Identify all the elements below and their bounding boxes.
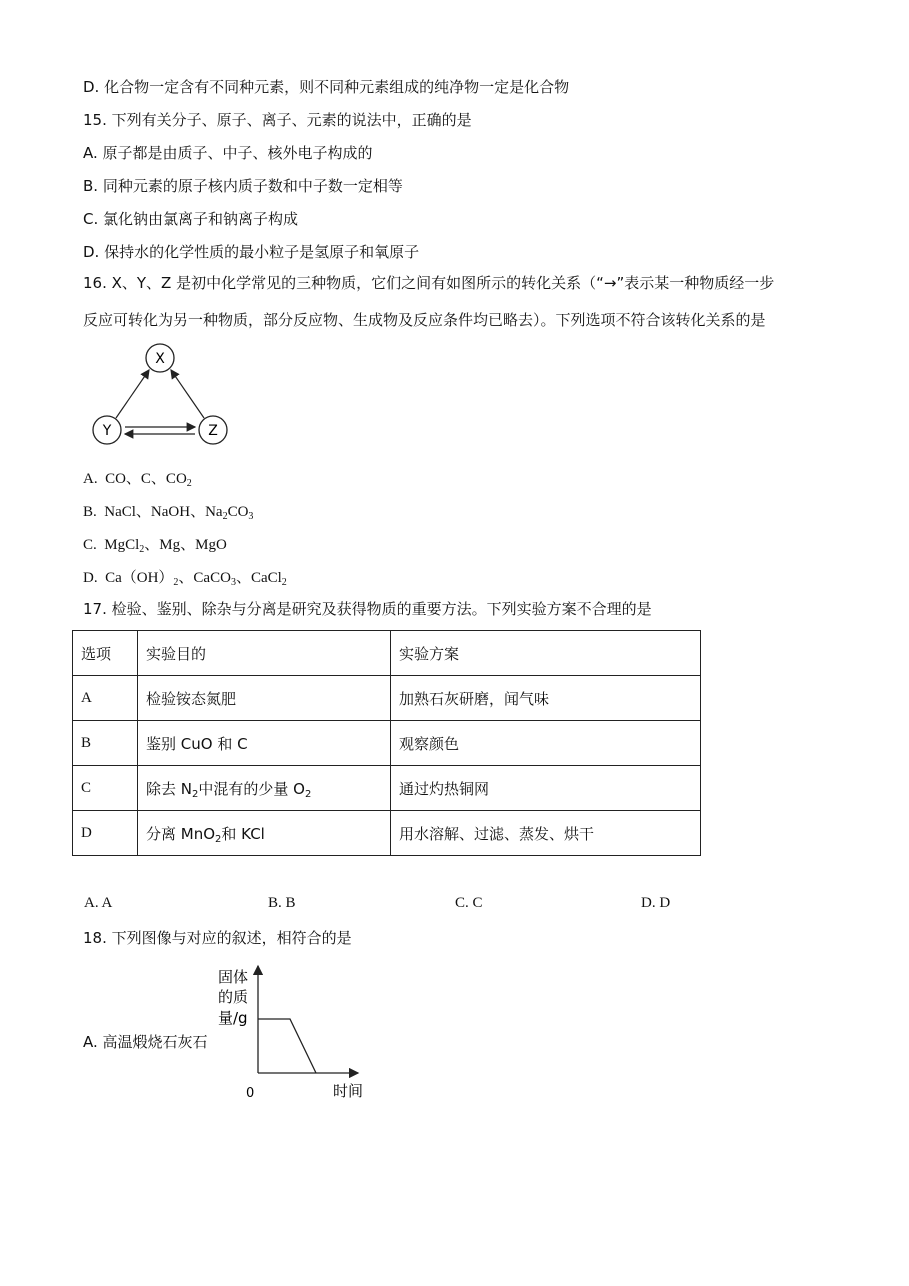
table-row xyxy=(73,676,701,721)
q15-option-b: B. 同种元素的原子核内质子数和中子数一定相等 xyxy=(83,177,403,195)
row-goal: 除去 $N_2$中混有的少量 $O_2$ xyxy=(138,766,391,811)
row-plan: 加熟石灰研磨，闻气味 xyxy=(391,676,701,721)
experiment-table xyxy=(72,630,701,856)
y-axis-label-2: 的质 xyxy=(218,988,249,1006)
q16-stem-line2: 反应可转化为另一种物质，部分反应物、生成物及反应条件均已略去）。下列选项不符合该转化关系的是 xyxy=(83,311,766,329)
conversion-diagram xyxy=(85,340,235,450)
row-plan: 用水溶解、过滤、蒸发、烘干 xyxy=(391,811,701,856)
header-goal: 实验目的 xyxy=(138,631,391,676)
q16-stem-line1: 16. X、Y、Z 是初中化学常见的三种物质，它们之间有如图所示的转化关系（“→”表示某一种物质经一步 xyxy=(83,274,775,292)
q17-choice-d: D. D xyxy=(641,895,671,911)
q16-option-d: D. $Ca(OH)_2$、CaCO$_3$、CaCl$_2$ xyxy=(83,570,287,588)
q15-option-c: C. 氯化钠由氯离子和钠离子构成 xyxy=(83,210,299,228)
mass-time-graph xyxy=(210,960,380,1105)
q17-choice-c: C. C xyxy=(455,895,483,911)
row-option: C xyxy=(73,766,138,811)
row-option: D xyxy=(73,811,138,856)
q16-option-c: C. MgCl$_2$、Mg、MgO xyxy=(83,537,227,555)
row-plan: 观察颜色 xyxy=(391,721,701,766)
q16-option-a: A. CO、C、$CO_2$ xyxy=(83,471,192,489)
row-goal: 鉴别 CuO 和 C xyxy=(138,721,391,766)
row-plan: 通过灼热铜网 xyxy=(391,766,701,811)
mass-curve xyxy=(258,1019,316,1073)
q16-option-b: B. NaCl、NaOH、$Na_2CO_3$ xyxy=(83,504,254,522)
q15-stem: 15. 下列有关分子、原子、离子、元素的说法中，正确的是 xyxy=(83,111,472,129)
table-row xyxy=(73,766,701,811)
q18-option-a: A. 高温煅烧石灰石 xyxy=(83,1033,208,1051)
row-option: A xyxy=(73,676,138,721)
table-row xyxy=(73,721,701,766)
arrow-y-to-x xyxy=(116,370,149,418)
x-axis-label: 时间 xyxy=(333,1082,364,1100)
table-header-row xyxy=(73,631,701,676)
q17-stem: 17. 检验、鉴别、除杂与分离是研究及获得物质的重要方法。下列实验方案不合理的是 xyxy=(83,600,652,618)
q15-option-a: A. 原子都是由质子、中子、核外电子构成的 xyxy=(83,144,373,162)
header-plan: 实验方案 xyxy=(391,631,701,676)
q17-choice-b: B. B xyxy=(268,895,296,911)
arrow-z-to-x xyxy=(171,370,204,418)
q17-choice-a: A. A xyxy=(84,895,113,911)
y-axis-label-1: 固体 xyxy=(218,968,249,986)
row-option: B xyxy=(73,721,138,766)
row-goal: 检验铵态氮肥 xyxy=(138,676,391,721)
header-option: 选项 xyxy=(73,631,138,676)
node-x-label: X xyxy=(155,351,165,367)
q14-option-d: D. 化合物一定含有不同种元素，则不同种元素组成的纯净物一定是化合物 xyxy=(83,78,570,96)
q15-option-d: D. 保持水的化学性质的最小粒子是氢原子和氧原子 xyxy=(83,243,420,261)
table-row xyxy=(73,811,701,856)
node-y-label: Y xyxy=(102,423,112,439)
y-axis-label-3: 量/g xyxy=(218,1009,248,1027)
node-z-label: Z xyxy=(208,423,218,439)
origin-label: 0 xyxy=(246,1086,255,1101)
q18-stem: 18. 下列图像与对应的叙述，相符合的是 xyxy=(83,929,352,947)
row-goal: 分离 MnO$_2$和 KCl xyxy=(138,811,391,856)
